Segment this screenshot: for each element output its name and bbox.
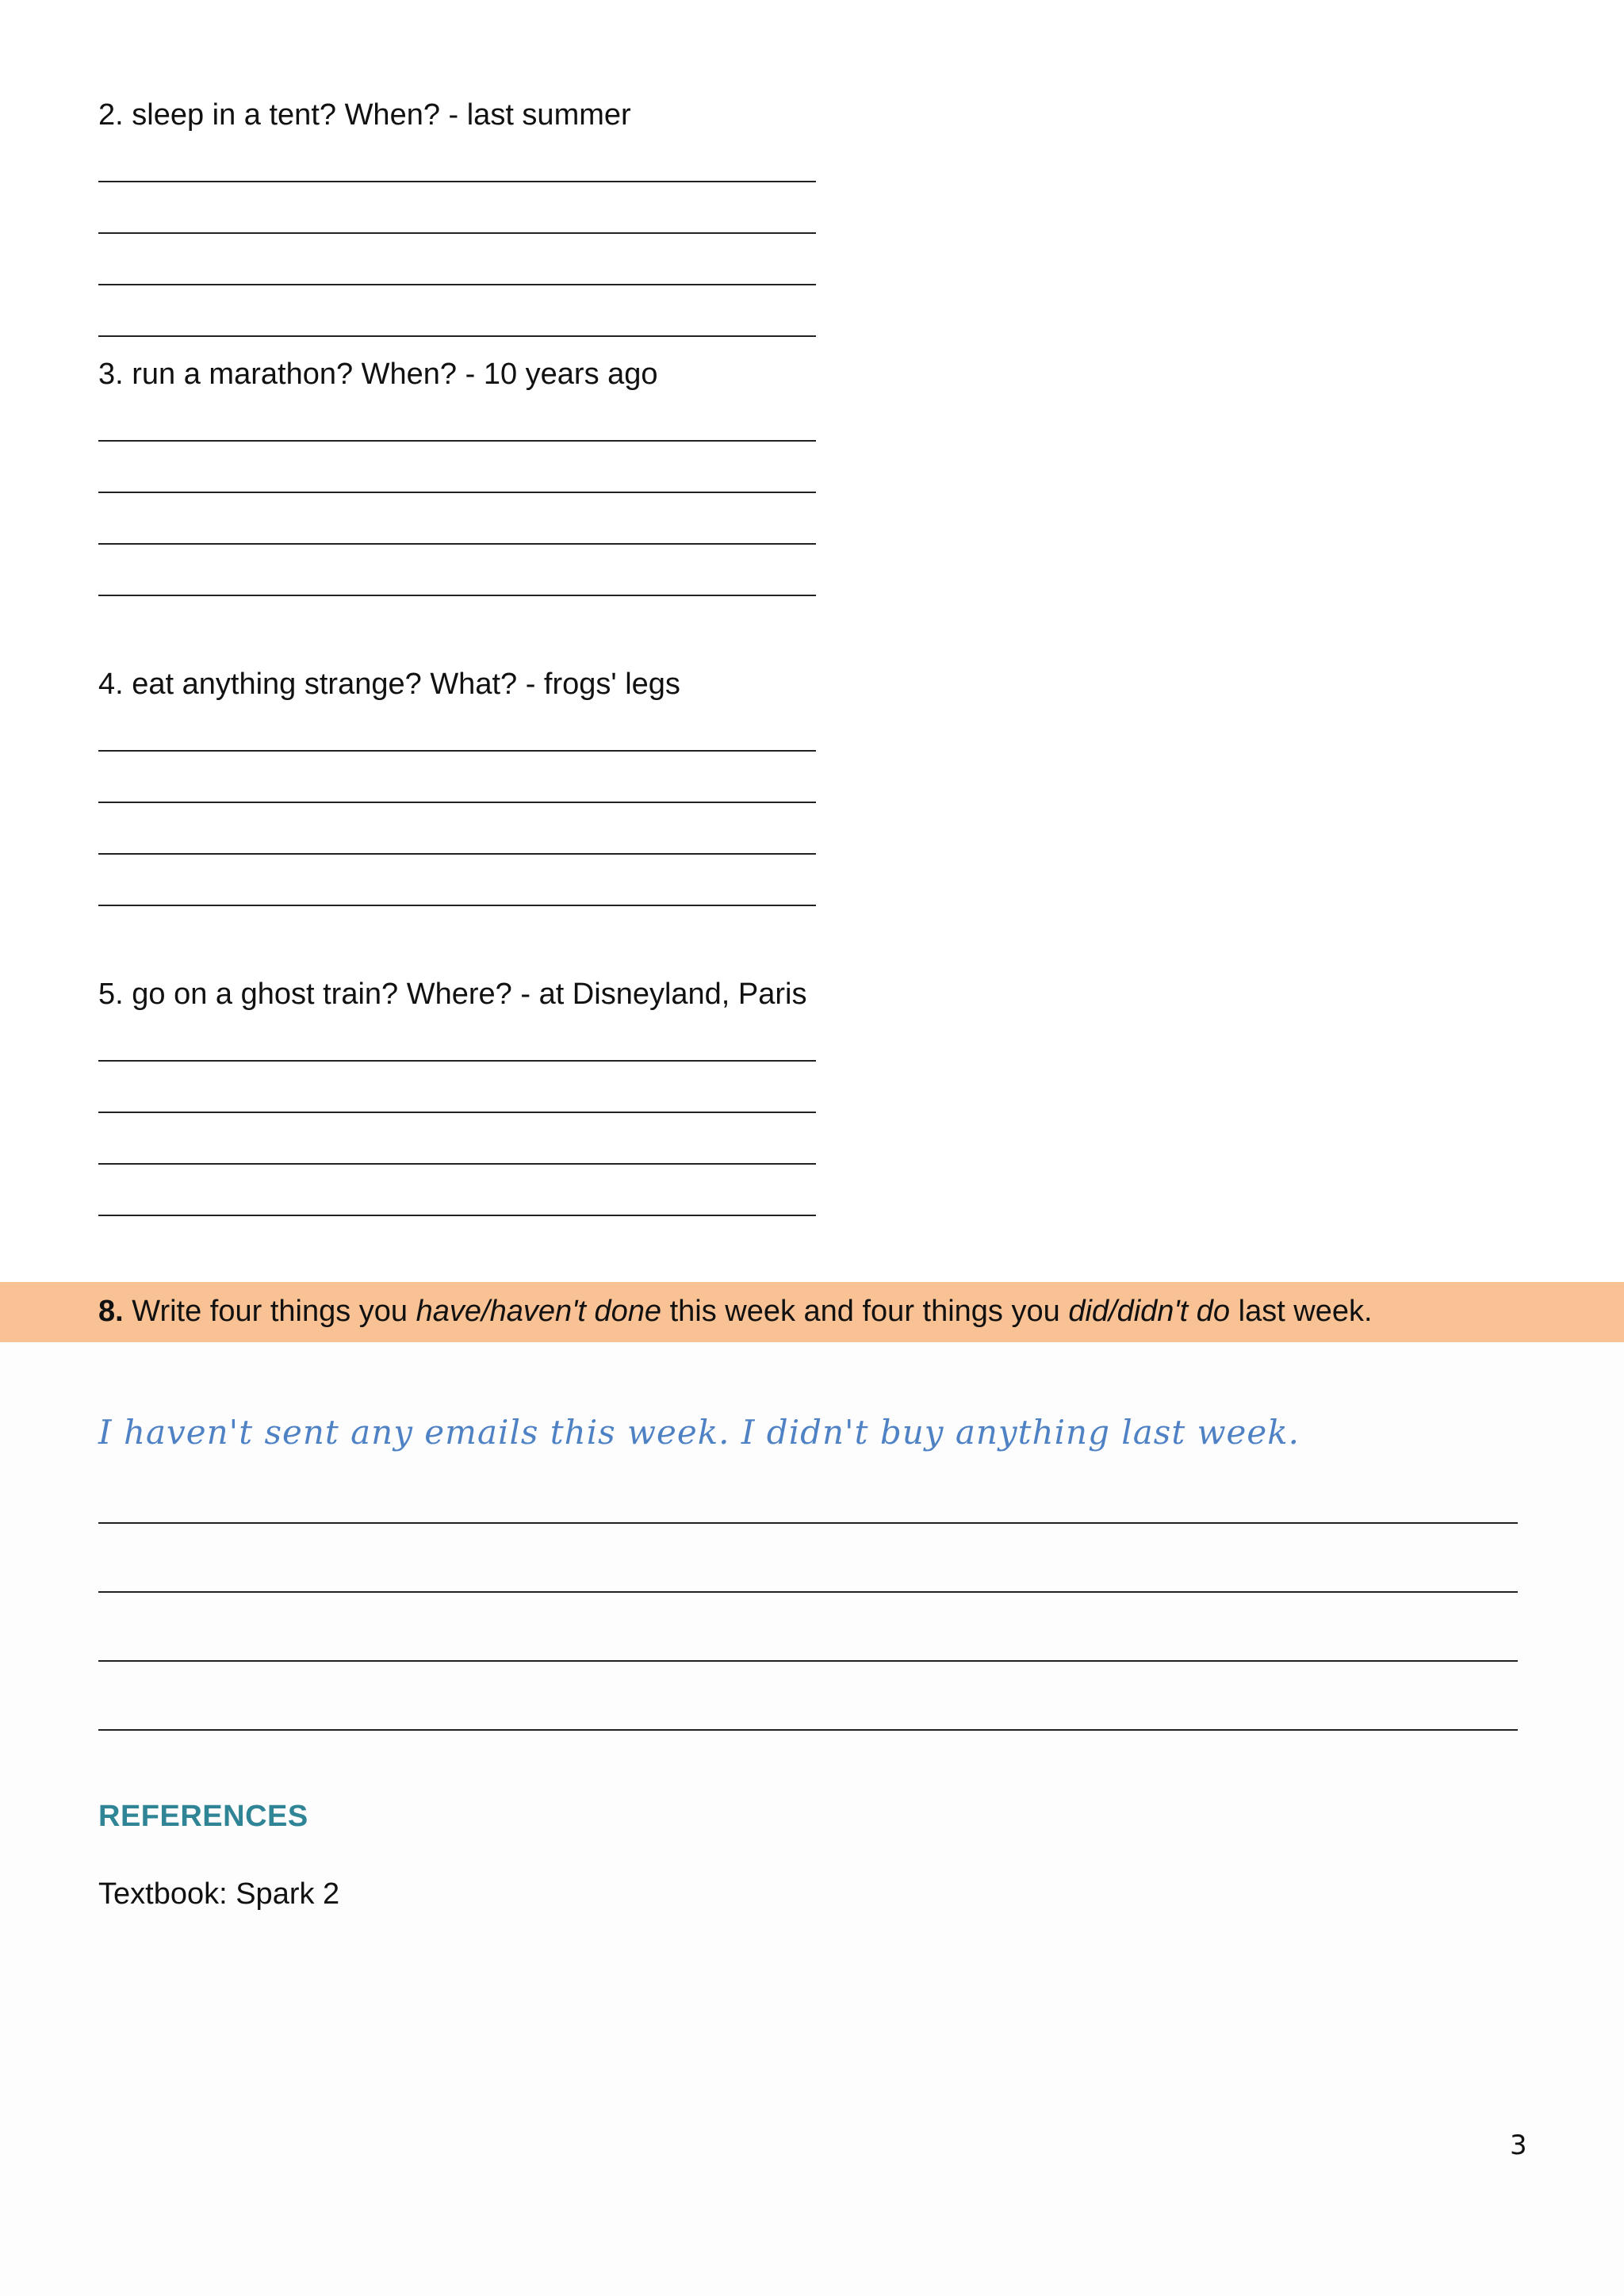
answer-line[interactable] <box>98 1163 816 1165</box>
answer-line[interactable] <box>98 440 816 442</box>
answer-line[interactable] <box>98 750 816 752</box>
answer-line[interactable] <box>98 905 816 906</box>
reference-item: Textbook: Spark 2 <box>98 1877 340 1911</box>
exercise-8-instruction: 8. Write four things you have/haven't done this week and four things you did/didn't do last week. <box>98 1295 1373 1328</box>
answer-line-wide[interactable] <box>98 1660 1518 1662</box>
answer-line[interactable] <box>98 1215 816 1216</box>
answer-line[interactable] <box>98 335 816 337</box>
exercise-8-banner <box>0 1282 1624 1342</box>
answer-line[interactable] <box>98 853 816 855</box>
answer-line[interactable] <box>98 1060 816 1062</box>
answer-line[interactable] <box>98 232 816 234</box>
exercise-number: 8. <box>98 1295 124 1328</box>
page-number: 3 <box>1510 2130 1527 2161</box>
references-heading: REFERENCES <box>98 1800 308 1833</box>
answer-line-wide[interactable] <box>98 1522 1518 1524</box>
answer-line[interactable] <box>98 181 816 182</box>
question-5: 5. go on a ghost train? Where? - at Disneyland, Paris <box>98 978 807 1011</box>
question-2: 2. sleep in a tent? When? - last summer <box>98 98 631 132</box>
answer-line[interactable] <box>98 595 816 596</box>
example-sentence: I haven't sent any emails this week. I didn't buy anything last week. <box>98 1413 1300 1452</box>
answer-line-wide[interactable] <box>98 1729 1518 1731</box>
answer-line[interactable] <box>98 802 816 803</box>
answer-line-wide[interactable] <box>98 1591 1518 1593</box>
answer-line[interactable] <box>98 284 816 285</box>
question-3: 3. run a marathon? When? - 10 years ago <box>98 358 658 391</box>
answer-line[interactable] <box>98 543 816 545</box>
answer-line[interactable] <box>98 492 816 493</box>
answer-line[interactable] <box>98 1112 816 1113</box>
question-4: 4. eat anything strange? What? - frogs' legs <box>98 668 680 701</box>
